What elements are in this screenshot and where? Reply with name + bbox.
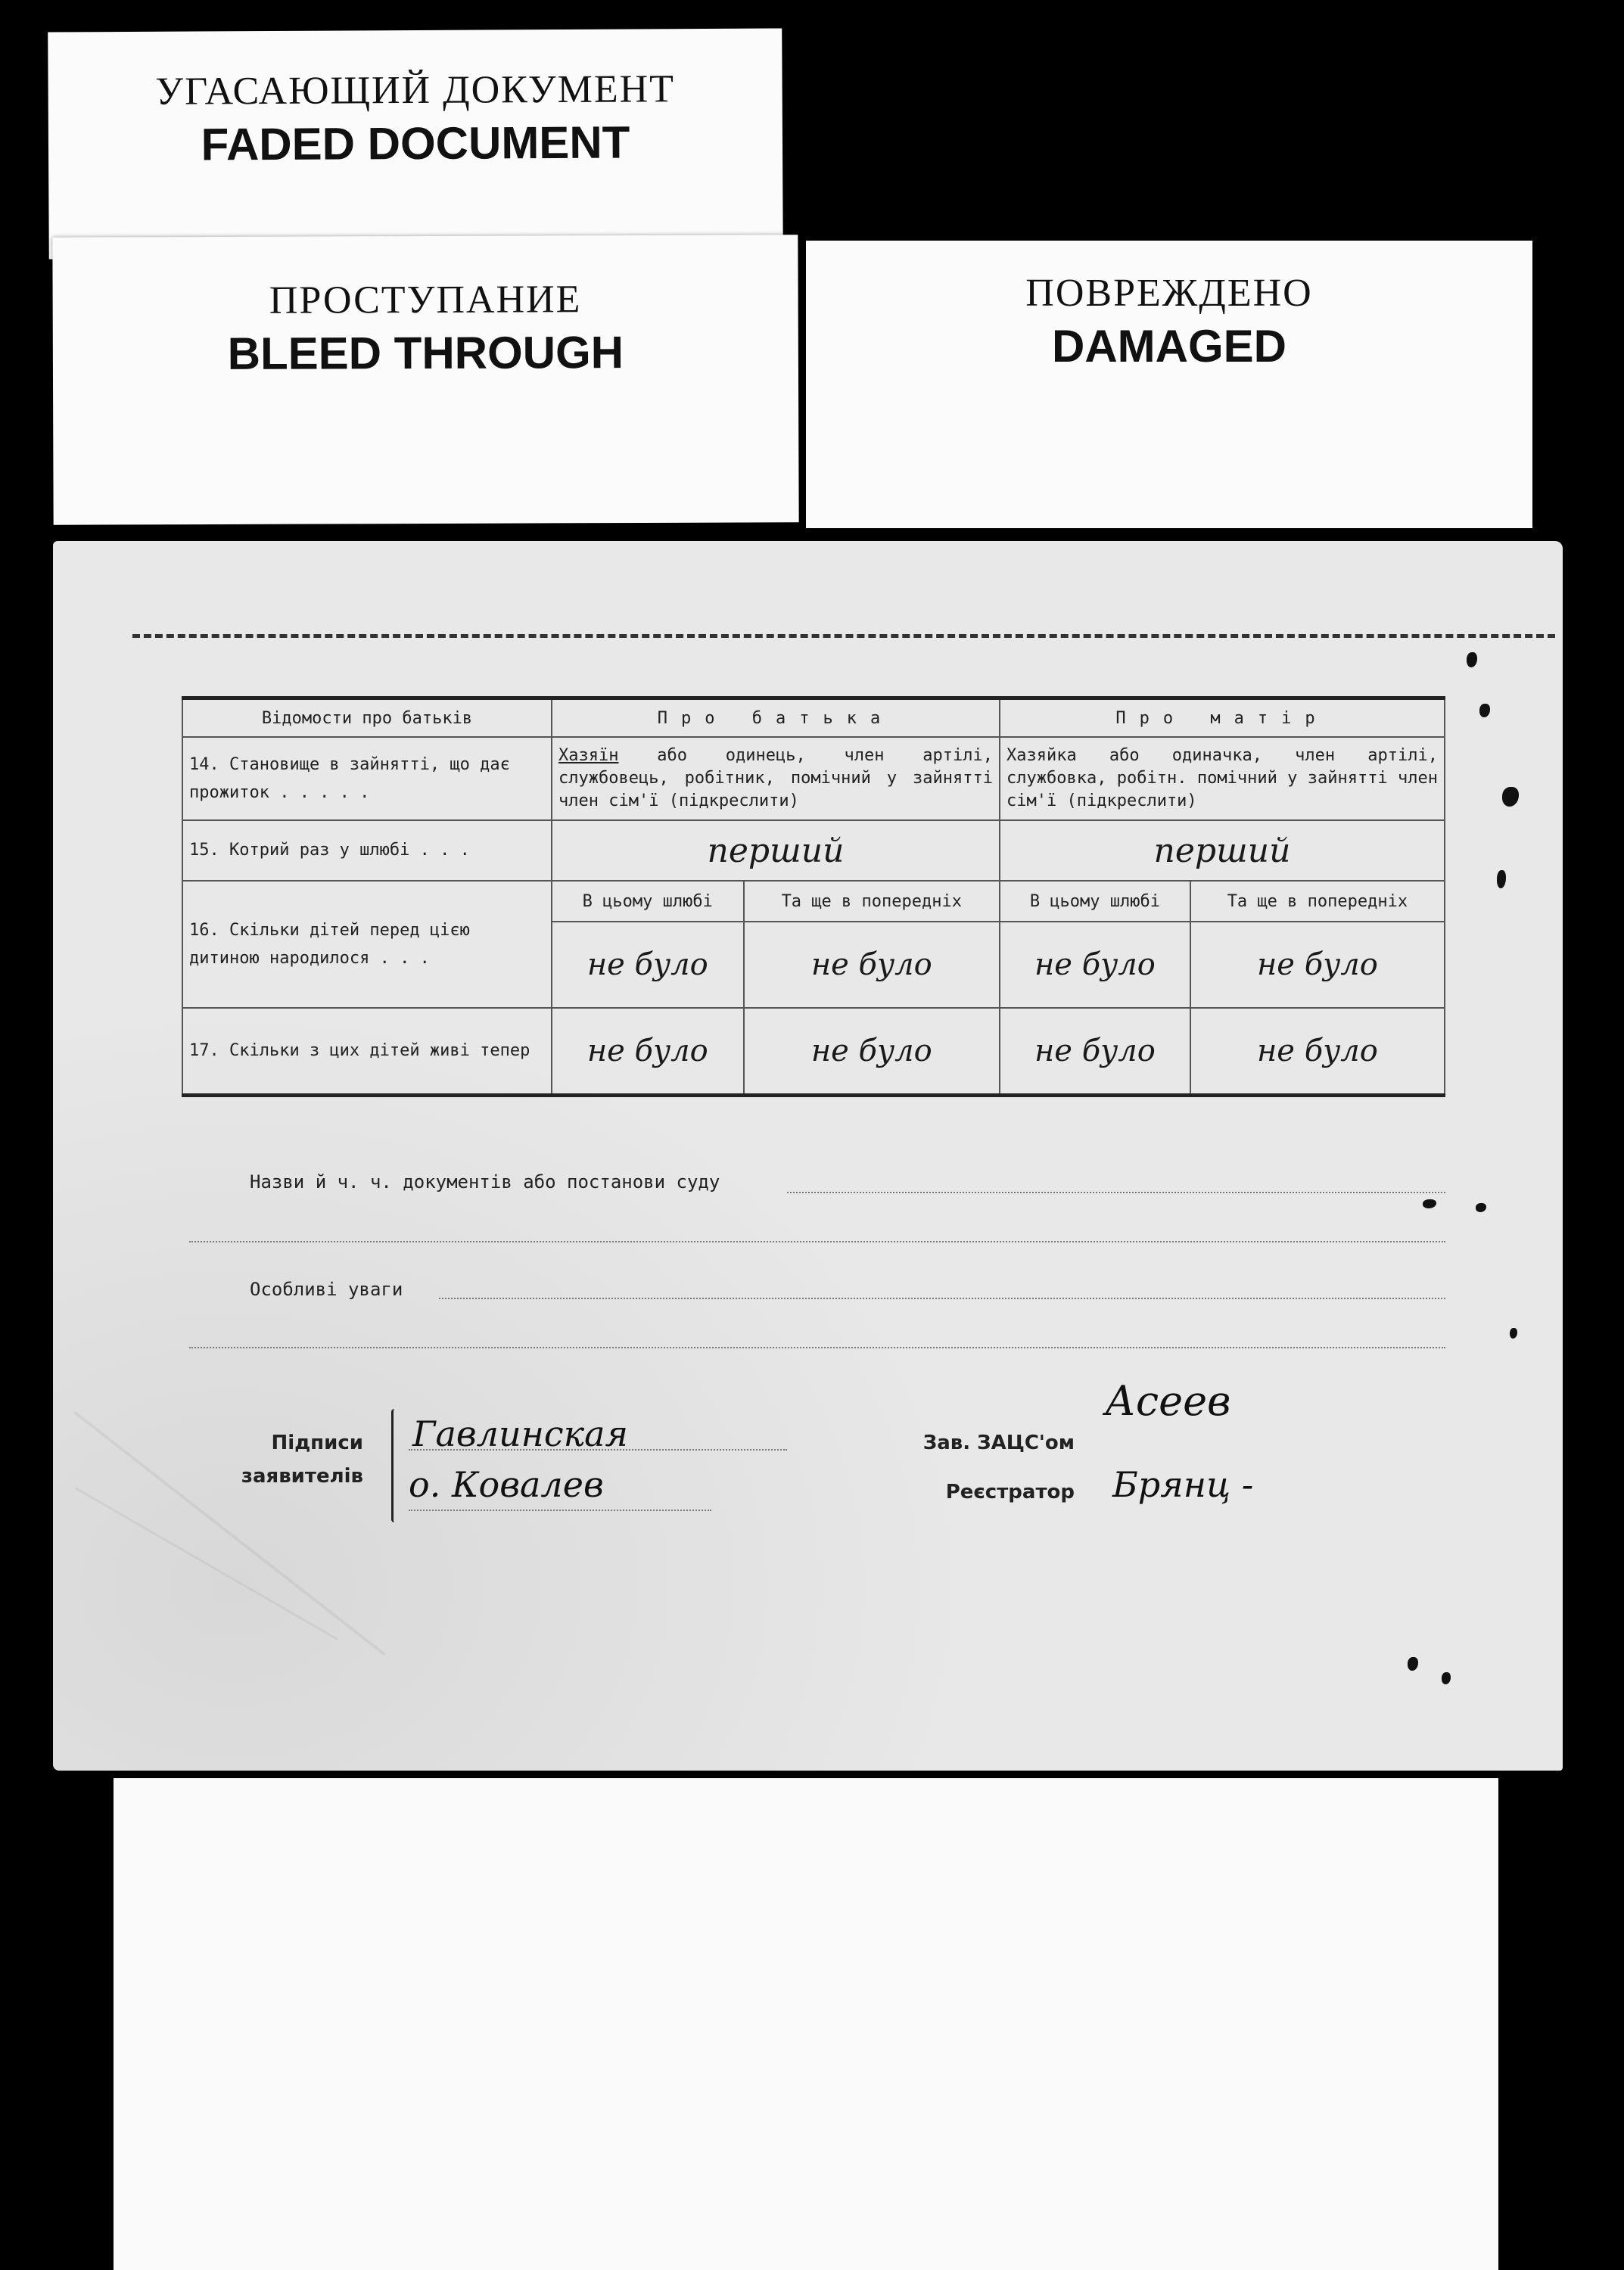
- row14-father: [552, 737, 1000, 820]
- perforation-line: [132, 634, 1555, 638]
- faded-label-en: FADED DOCUMENT: [201, 117, 630, 170]
- documents-dotline-2: [189, 1241, 1445, 1242]
- row17-mother-this: не було: [1000, 1008, 1190, 1096]
- faded-label-ru: УГАСАЮЩИЙ ДОКУМЕНТ: [155, 67, 676, 114]
- damaged-label: [806, 241, 1532, 528]
- faded-document-label: [48, 28, 783, 259]
- row16-father-prev: не було: [744, 922, 1000, 1008]
- applicant-signature-1: Гавлинская: [412, 1413, 628, 1454]
- applicant-signature-line-1: [409, 1449, 787, 1451]
- row17-father-prev: не було: [744, 1008, 1000, 1096]
- row16-label: 16. Скільки дітей перед цією дитиною народилося . . .: [182, 881, 552, 1008]
- sub-father-this: В цьому шлюбі: [552, 881, 744, 922]
- applicant-signature-2: о. Ковалев: [409, 1464, 604, 1505]
- damaged-label-ru: ПОВРЕЖДЕНО: [1025, 272, 1313, 315]
- remarks-label: Особливі уваги: [250, 1279, 403, 1300]
- bleed-through-label: [52, 235, 798, 524]
- header-label: Відомости про батьків: [182, 698, 552, 738]
- row14-mother: Хазяйка або одиначка, член артілі, службовка, робітн. помічний у зайнятті член сім'ї (підкреслити): [1000, 737, 1445, 820]
- documents-label: Назви й ч. ч. документів або постанови суду: [250, 1171, 720, 1193]
- row16-mother-prev: не було: [1190, 922, 1445, 1008]
- sub-mother-this: В цьому шлюбі: [1000, 881, 1190, 922]
- row14-father-text: або одинець, член артілі, службовець, робітник, помічний у зайнятті член сім'ї (підкреслити): [558, 746, 994, 810]
- header-father: Про батька: [552, 698, 1000, 738]
- backing-sheet: [114, 1778, 1498, 2270]
- sub-father-prev: Та ще в попередніх: [744, 881, 1000, 922]
- sub-mother-prev: Та ще в попередніх: [1190, 881, 1445, 922]
- row15-label: 15. Котрий раз у шлюбі . . .: [182, 820, 552, 881]
- registrar-signature: Брянц -: [1112, 1464, 1254, 1505]
- row16-mother-this: не було: [1000, 922, 1190, 1008]
- row17-label: 17. Скільки з цих дітей живі тепер: [182, 1008, 552, 1096]
- row17-father-this: не було: [552, 1008, 744, 1096]
- documents-dotline: [787, 1192, 1445, 1193]
- remarks-dotline-2: [189, 1347, 1445, 1348]
- row14-father-underlined: Хазяїн: [558, 746, 619, 766]
- page-crease: [75, 1487, 338, 1640]
- applicant-signature-line-2: [409, 1510, 711, 1511]
- row17-mother-prev: не було: [1190, 1008, 1445, 1096]
- registrar-label: Реєстратор: [945, 1481, 1075, 1503]
- applicants-signature-label: [227, 1426, 363, 1493]
- row15-father: перший: [552, 820, 1000, 881]
- bleed-label-en: BLEED THROUGH: [227, 327, 624, 379]
- applicants-label-line1: Підписи: [271, 1432, 363, 1454]
- header-mother: Про матір: [1000, 698, 1445, 738]
- head-signature: Асеев: [1105, 1377, 1231, 1425]
- applicants-brace: [391, 1409, 398, 1522]
- applicants-label-line2: заявителів: [241, 1465, 363, 1488]
- row15-mother: перший: [1000, 820, 1445, 881]
- remarks-dotline: [439, 1298, 1445, 1299]
- head-label: Зав. ЗАЦС'ом: [922, 1432, 1075, 1454]
- row16-father-this: не було: [552, 922, 744, 1008]
- row14-label: 14. Становище в зайнятті, що дає прожиток . . . . .: [182, 737, 552, 820]
- bleed-label-ru: ПРОСТУПАНИЕ: [269, 278, 582, 322]
- damaged-label-en: DAMAGED: [1052, 321, 1286, 372]
- parents-info-table: [182, 696, 1445, 1097]
